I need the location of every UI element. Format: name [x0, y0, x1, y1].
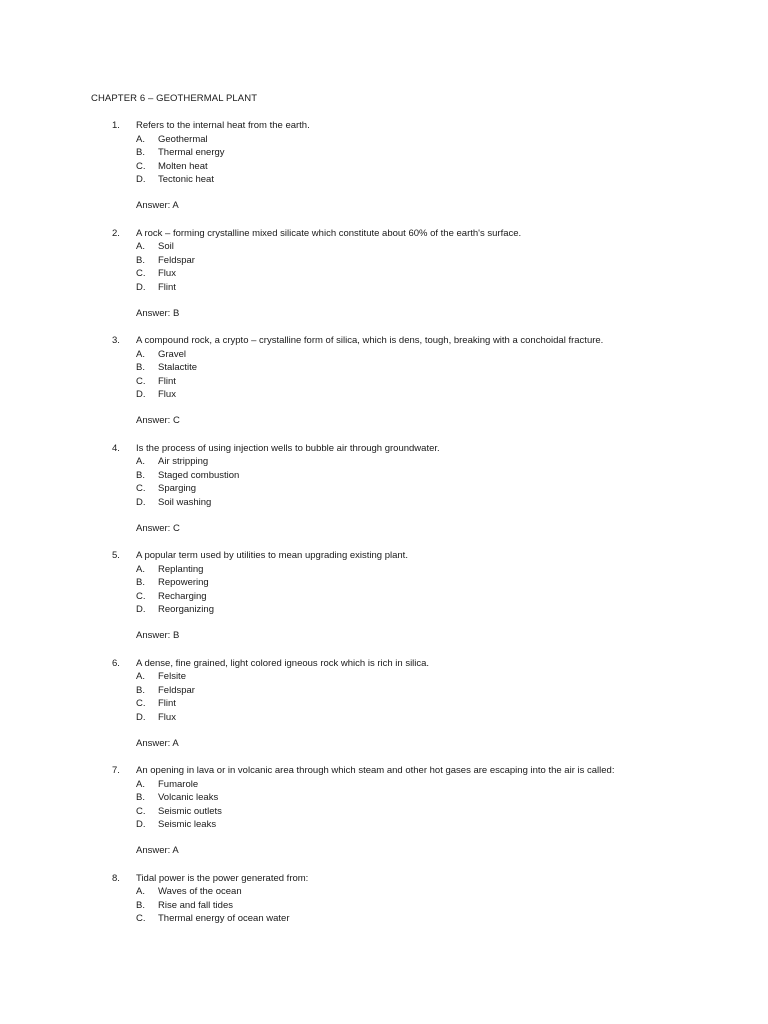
option-letter: C.	[136, 698, 146, 709]
option-letter: C.	[136, 268, 146, 279]
option-text: Fumarole	[158, 778, 199, 790]
option-text: Seismic outlets	[158, 805, 222, 817]
option-text: Soil washing	[158, 496, 212, 508]
option-letter: A.	[136, 348, 145, 360]
option-letter: B.	[136, 792, 145, 803]
option-letter: B.	[136, 254, 145, 266]
option-text: Air stripping	[158, 456, 209, 467]
option-text: Volcanic leaks	[158, 792, 219, 803]
option-text: Replanting	[158, 563, 204, 575]
question-number: 6.	[112, 657, 120, 669]
option-letter: B.	[136, 899, 145, 911]
question-number: 3.	[112, 335, 120, 346]
option-letter: D.	[136, 281, 146, 293]
answer-text: Answer: C	[136, 415, 180, 426]
option-letter: C.	[136, 160, 146, 172]
option-text: Thermal energy	[158, 147, 225, 158]
option-text: Thermal energy of ocean water	[158, 913, 290, 924]
option-text: Sparging	[158, 483, 197, 494]
option-letter: D.	[136, 174, 146, 185]
question-text: A compound rock, a crypto – crystalline form of silica, which is dens, tough, breaking with a conchoidal fracture.	[136, 335, 604, 346]
question-number: 1.	[112, 120, 120, 131]
option-letter: C.	[136, 913, 146, 924]
question-number: 2.	[112, 227, 120, 239]
answer-text: Answer: A	[136, 200, 179, 211]
option-text: Tectonic heat	[158, 174, 214, 185]
option-text: Molten heat	[158, 160, 208, 172]
question-text: Is the process of using injection wells to bubble air through groundwater.	[136, 442, 440, 454]
option-letter: A.	[136, 563, 145, 575]
option-text: Seismic leaks	[158, 819, 217, 830]
option-text: Gravel	[158, 348, 186, 360]
option-letter: C.	[136, 483, 146, 494]
option-text: Flint	[158, 698, 176, 709]
answer-text: Answer: C	[136, 522, 180, 534]
question-number: 5.	[112, 550, 120, 561]
question-text: A rock – forming crystalline mixed silicate which constitute about 60% of the earth's surface.	[136, 227, 522, 239]
option-text: Rise and fall tides	[158, 899, 233, 911]
option-text: Flint	[158, 281, 176, 293]
option-text: Waves of the ocean	[158, 886, 242, 897]
option-text: Soil	[158, 241, 174, 252]
option-text: Repowering	[158, 577, 209, 588]
option-text: Feldspar	[158, 684, 195, 696]
option-text: Geothermal	[158, 133, 208, 145]
option-letter: C.	[136, 375, 146, 387]
option-text: Flux	[158, 389, 176, 400]
option-letter: D.	[136, 819, 146, 830]
question-text: An opening in lava or in volcanic area through which steam and other hot gases are escaping into the air is called:	[136, 765, 615, 776]
option-letter: B.	[136, 147, 145, 158]
option-letter: A.	[136, 671, 145, 682]
option-text: Flux	[158, 268, 176, 279]
chapter-title: CHAPTER 6 – GEOTHERMAL PLANT	[91, 93, 258, 104]
option-letter: D.	[136, 389, 146, 400]
option-text: Feldspar	[158, 254, 195, 266]
question-text: Tidal power is the power generated from:	[136, 872, 309, 884]
question-number: 7.	[112, 765, 120, 776]
answer-text: Answer: A	[136, 737, 179, 749]
option-letter: A.	[136, 241, 145, 252]
option-letter: B.	[136, 684, 145, 696]
option-text: Stalactite	[158, 362, 198, 373]
answer-text: Answer: A	[136, 845, 179, 856]
option-letter: C.	[136, 590, 146, 602]
option-text: Flux	[158, 711, 176, 723]
question-number: 4.	[112, 442, 120, 454]
option-letter: D.	[136, 604, 146, 615]
question-number: 8.	[112, 872, 120, 884]
option-letter: B.	[136, 469, 145, 481]
question-text: Refers to the internal heat from the earth.	[136, 120, 310, 131]
question-text: A popular term used by utilities to mean upgrading existing plant.	[136, 550, 408, 561]
question-text: A dense, fine grained, light colored igneous rock which is rich in silica.	[136, 657, 430, 669]
option-letter: A.	[136, 456, 145, 467]
option-text: Recharging	[158, 590, 207, 602]
option-letter: C.	[136, 805, 146, 817]
option-letter: B.	[136, 577, 145, 588]
option-letter: D.	[136, 496, 146, 508]
answer-text: Answer: B	[136, 630, 180, 641]
option-letter: A.	[136, 778, 145, 790]
option-text: Felsite	[158, 671, 186, 682]
option-letter: D.	[136, 711, 146, 723]
option-text: Staged combustion	[158, 469, 240, 481]
option-letter: A.	[136, 133, 145, 145]
option-letter: B.	[136, 362, 145, 373]
option-text: Flint	[158, 375, 176, 387]
option-text: Reorganizing	[158, 604, 214, 615]
option-letter: A.	[136, 886, 145, 897]
answer-text: Answer: B	[136, 307, 180, 319]
